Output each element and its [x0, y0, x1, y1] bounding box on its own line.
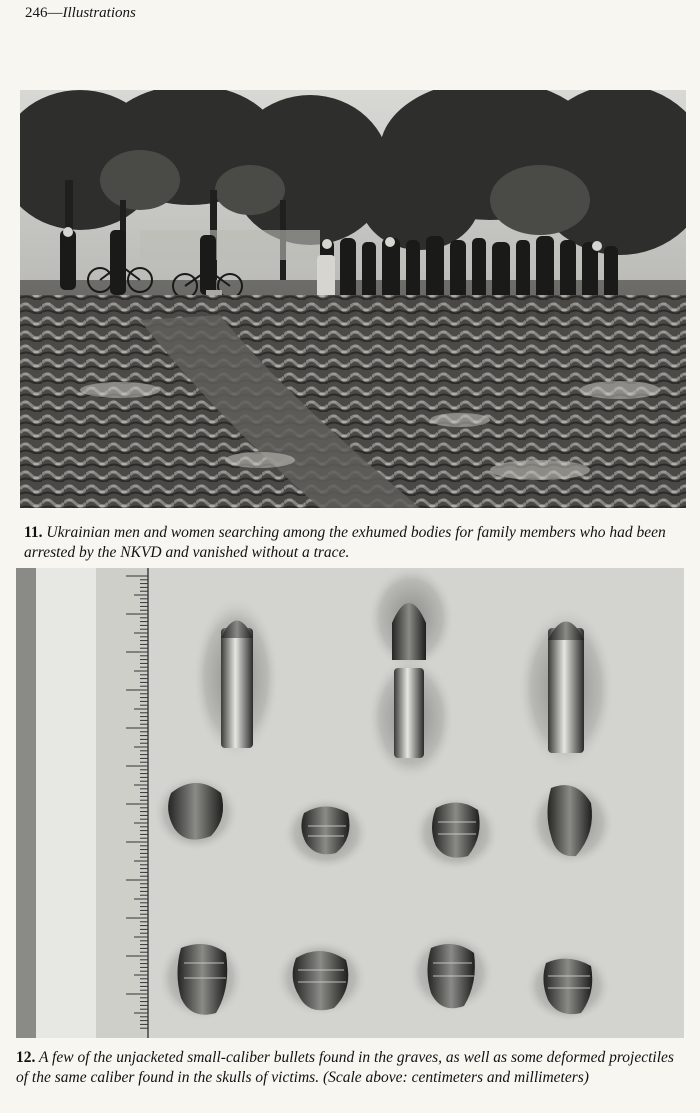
scale-ruler — [96, 568, 148, 1038]
figure-12-caption-text: A few of the unjacketed small-caliber bullets found in the graves, as well as some deformed projectiles of the same caliber found in the skulls of victims. (Scale above: centimeters and millimeters) — [16, 1049, 674, 1086]
figure-12-number: 12. — [16, 1049, 36, 1066]
running-head — [25, 4, 136, 22]
figure-11-caption — [24, 523, 692, 563]
exhumation-photo-image — [20, 90, 686, 508]
running-head-separator: — — [47, 5, 63, 21]
figure-12-caption — [16, 1048, 688, 1088]
figure-11-number: 11. — [24, 524, 43, 541]
figure-11-caption-text: Ukrainian men and women searching among the exhumed bodies for family members who had been arrested by the NKVD and vanished without a trace. — [24, 524, 666, 561]
section-title: Illustrations — [62, 5, 136, 21]
bullets-photo-image — [16, 568, 684, 1038]
figure-12-photo — [16, 568, 684, 1038]
figure-11-photo — [20, 90, 686, 508]
page-number: 246 — [25, 5, 48, 21]
